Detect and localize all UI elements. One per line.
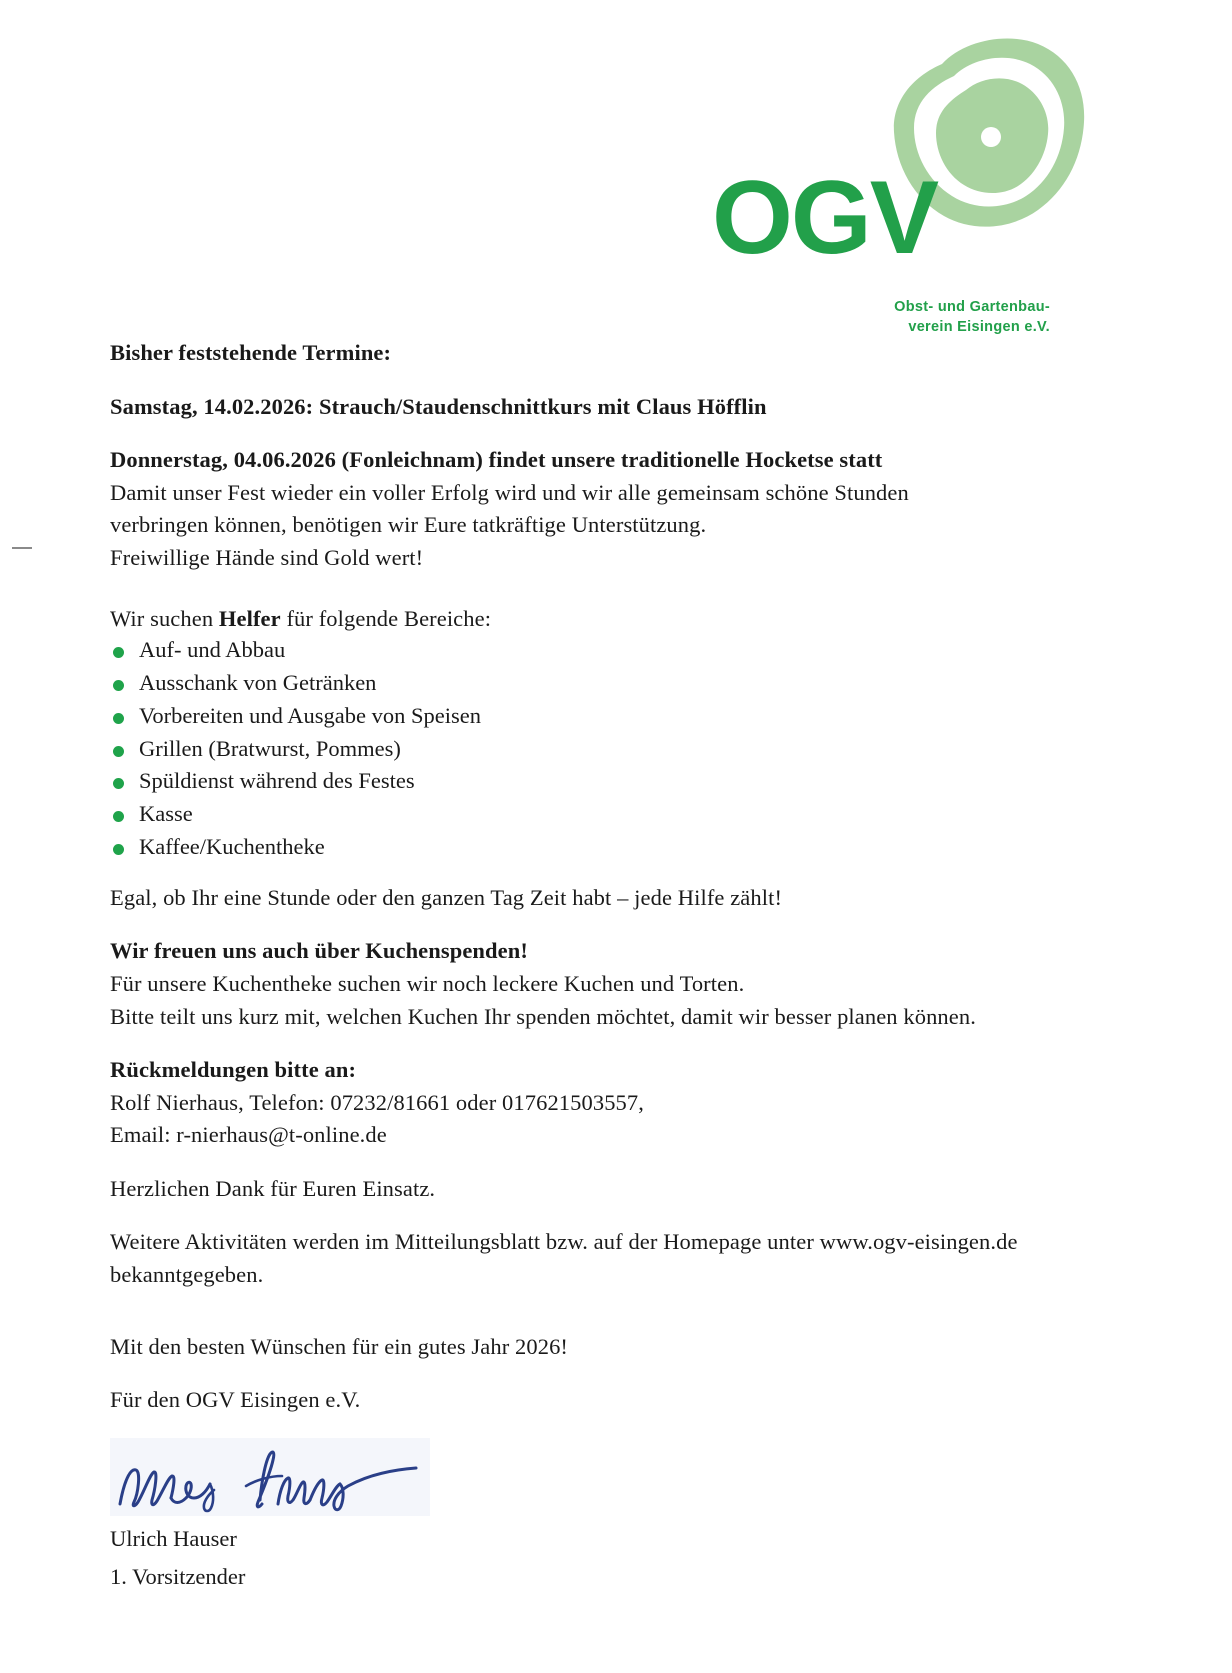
date-entry-1: Samstag, 14.02.2026: Strauch/Staudenschnittkurs mit Claus Höfflin xyxy=(110,393,767,419)
thanks-line: Herzlichen Dank für Euren Einsatz. xyxy=(110,1175,436,1201)
helper-area-label: Grillen (Bratwurst, Pommes) xyxy=(139,735,401,761)
logo-subtitle-line2: verein Eisingen e.V. xyxy=(908,318,1050,335)
cake-heading: Wir freuen uns auch über Kuchenspenden! xyxy=(110,938,528,964)
list-item xyxy=(110,669,1070,698)
cake-line-1: Für unsere Kuchentheke suchen wir noch leckere Kuchen und Torten. xyxy=(110,970,745,996)
helper-area-label: Spüldienst während des Festes xyxy=(139,768,415,794)
intro-line-3: Freiwillige Hände sind Gold wert! xyxy=(110,544,424,570)
signer-role: 1. Vorsitzender xyxy=(110,1563,246,1589)
list-item xyxy=(110,800,1070,829)
intro-line-2: verbringen können, benötigen wir Eure tatkräftige Unterstützung. xyxy=(110,512,707,538)
bullet-dot-icon xyxy=(113,713,124,724)
bullet-dot-icon xyxy=(113,746,124,757)
logo-wordmark: OGV xyxy=(712,160,938,276)
helpers-intro xyxy=(110,604,1070,635)
helper-area-label: Ausschank von Getränken xyxy=(139,669,377,695)
date-entry-2: Donnerstag, 04.06.2026 (Fonleichnam) findet unsere traditionelle Hocketse statt xyxy=(110,447,883,473)
intro-line-1: Damit unser Fest wieder ein voller Erfolg wird und wir alle gemeinsam schöne Stunden xyxy=(110,479,909,505)
further-info-line-1: Weitere Aktivitäten werden im Mitteilungsblatt bzw. auf der Homepage unter www.ogv-eisingen.de xyxy=(110,1229,1018,1255)
signer-name: Ulrich Hauser xyxy=(110,1525,237,1551)
bullet-dot-icon xyxy=(113,778,124,789)
ogv-logo xyxy=(690,18,1090,338)
helper-area-label: Vorbereiten und Ausgabe von Speisen xyxy=(139,702,482,728)
list-item xyxy=(110,636,1070,665)
contact-email: Email: r-nierhaus@t-online.de xyxy=(110,1122,387,1148)
logo-subtitle-line1: Obst- und Gartenbau- xyxy=(894,299,1050,315)
helper-area-label: Kasse xyxy=(139,801,193,827)
helper-area-label: Kaffee/Kuchentheke xyxy=(139,833,325,859)
signoff-line: Für den OGV Eisingen e.V. xyxy=(110,1387,361,1413)
signature-image xyxy=(110,1438,430,1516)
cake-line-2: Bitte teilt uns kurz mit, welchen Kuchen Ihr spenden möchtet, damit wir besser planen können. xyxy=(110,1003,976,1029)
bullet-dot-icon xyxy=(113,844,124,855)
list-item xyxy=(110,735,1070,764)
helper-areas-list xyxy=(110,636,1070,862)
logo-subtitle xyxy=(690,298,1050,337)
helpers-intro-post: für folgende Bereiche: xyxy=(280,605,492,631)
bullet-dot-icon xyxy=(113,680,124,691)
contact-heading: Rückmeldungen bitte an: xyxy=(110,1057,357,1083)
list-item xyxy=(110,702,1070,731)
list-item xyxy=(110,767,1070,796)
letter-body xyxy=(110,338,1070,1591)
helper-area-label: Auf- und Abbau xyxy=(139,637,286,663)
further-info-line-2: bekanntgegeben. xyxy=(110,1262,264,1288)
margin-fold-mark xyxy=(12,547,32,549)
contact-phone: Rolf Nierhaus, Telefon: 07232/81661 oder 017621503557, xyxy=(110,1089,644,1115)
helpers-intro-pre: Wir suchen xyxy=(110,605,219,631)
wishes-line: Mit den besten Wünschen für ein gutes Jahr 2026! xyxy=(110,1333,569,1359)
list-item xyxy=(110,833,1070,862)
any-help-line: Egal, ob Ihr eine Stunde oder den ganzen Tag Zeit habt – jede Hilfe zählt! xyxy=(110,884,783,910)
bullet-dot-icon xyxy=(113,811,124,822)
bullet-dot-icon xyxy=(113,647,124,658)
helpers-intro-emphasis: Helfer xyxy=(218,605,281,631)
dates-heading: Bisher feststehende Termine: xyxy=(110,340,392,365)
